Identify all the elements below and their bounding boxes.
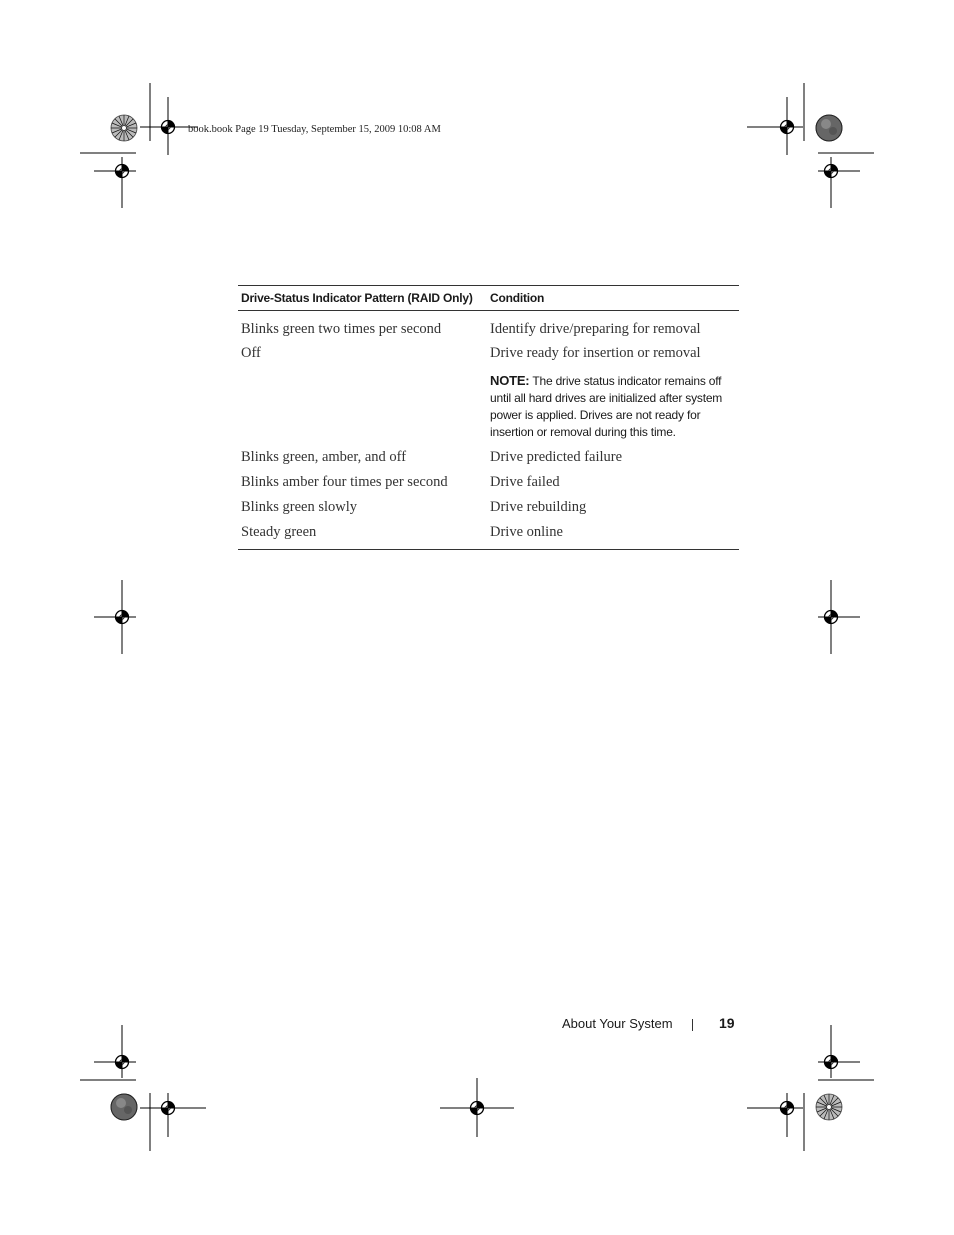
registration-mark-icon: [162, 1102, 175, 1115]
table-row: [238, 311, 739, 346]
registration-mark-icon: [162, 121, 175, 134]
starburst-mark-icon: [111, 115, 137, 141]
column-header-pattern: Drive-Status Indicator Pattern (RAID Only): [238, 286, 487, 311]
pattern-cell: Steady green: [238, 524, 487, 550]
column-header-condition: Condition: [487, 286, 739, 311]
registration-mark-icon: [825, 611, 838, 624]
condition-cell: Drive predicted failure: [490, 449, 623, 465]
registration-mark-icon: [116, 1056, 129, 1069]
note-block: [490, 370, 736, 449]
table-row: [238, 345, 739, 370]
drive-status-table: [238, 285, 739, 550]
condition-cell: Identify drive/preparing for removal: [490, 321, 701, 337]
starburst-mark-icon: [816, 1094, 842, 1120]
registration-mark-icon: [781, 121, 794, 134]
print-slug: book.book Page 19 Tuesday, September 15, 2009 10:08 AM: [188, 124, 441, 135]
table-row: [238, 524, 739, 550]
pattern-cell: Blinks green slowly: [241, 499, 357, 515]
table-row: [238, 499, 739, 524]
footer-divider: [692, 1019, 693, 1031]
note-text: The drive status indicator remains off until all hard drives are initialized after system power is applied. Drives are not ready for insertion or removal during this time.: [490, 374, 723, 439]
condition-cell: Drive failed: [490, 474, 560, 490]
table-row: [238, 474, 739, 499]
registration-mark-icon: [825, 1056, 838, 1069]
condition-cell: Drive rebuilding: [490, 499, 587, 515]
registration-mark-icon: [781, 1102, 794, 1115]
page-number: 19: [719, 1015, 735, 1031]
pattern-cell: Off: [241, 345, 261, 361]
pattern-cell: Blinks green two times per second: [241, 321, 442, 337]
condition-cell: Drive ready for insertion or removal: [490, 345, 701, 361]
registration-mark-icon: [116, 165, 129, 178]
pattern-cell: Blinks amber four times per second: [241, 474, 448, 490]
starburst-mark-icon: [816, 115, 842, 141]
footer-section-title: About Your System: [562, 1016, 673, 1031]
registration-mark-icon: [116, 611, 129, 624]
table-row: [238, 449, 739, 474]
note-row: [238, 370, 739, 449]
starburst-mark-icon: [111, 1094, 137, 1120]
registration-mark-icon: [471, 1102, 484, 1115]
pattern-cell: Blinks green, amber, and off: [241, 449, 407, 465]
note-label: NOTE:: [490, 373, 530, 388]
condition-cell: Drive online: [487, 524, 739, 550]
registration-mark-icon: [825, 165, 838, 178]
table-header-row: [238, 286, 739, 311]
